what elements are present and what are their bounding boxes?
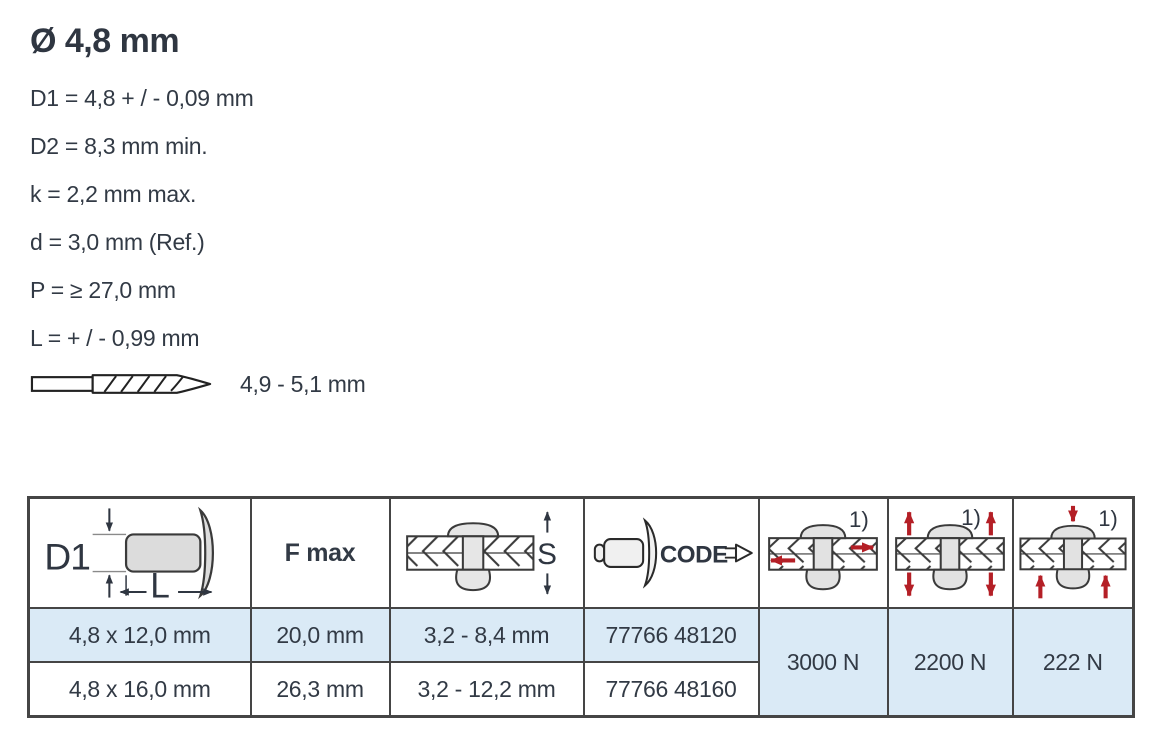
d1-dimension-label: D1: [44, 535, 90, 578]
page-title: Ø 4,8 mm: [30, 22, 180, 60]
cell-code: 77766 48160: [584, 662, 759, 717]
spec-list: [30, 74, 1160, 404]
cell-tensile-strength: 2200 N: [888, 608, 1013, 717]
rivet-dimensions-icon: [35, 501, 245, 605]
cell-head-pull-strength: 222 N: [1013, 608, 1134, 717]
head-pull-load-icon: [1015, 501, 1131, 605]
code-header-label: CODE: [659, 541, 728, 569]
drill-size-value: 4,9 - 5,1 mm: [240, 370, 366, 397]
footnote-marker: 1): [961, 505, 981, 531]
grip-range-icon: [395, 501, 579, 605]
rivet-spec-table: [27, 496, 1135, 718]
col-header-dimensions: [29, 498, 251, 609]
s-grip-label: S: [536, 538, 556, 572]
cell-grip-range: 3,2 - 12,2 mm: [390, 662, 584, 717]
footnote-marker: 1): [1098, 505, 1118, 531]
spec-line-l: L = + / - 0,99 mm: [30, 324, 200, 351]
col-header-code: [584, 498, 759, 609]
cell-dimensions: 4,8 x 16,0 mm: [29, 662, 251, 717]
tensile-load-icon: [890, 501, 1010, 605]
table-header-row: [29, 498, 1134, 609]
table-row: [29, 608, 1134, 662]
cell-grip-range: 3,2 - 8,4 mm: [390, 608, 584, 662]
col-header-shear-strength: [759, 498, 888, 609]
spec-line-p: P = ≥ 27,0 mm: [30, 276, 176, 303]
spec-line-k: k = 2,2 mm max.: [30, 180, 197, 207]
l-dimension-label: L: [149, 566, 169, 605]
drill-bit-icon: [30, 367, 216, 401]
cell-dimensions: 4,8 x 12,0 mm: [29, 608, 251, 662]
cell-fmax: 20,0 mm: [251, 608, 390, 662]
cell-fmax: 26,3 mm: [251, 662, 390, 717]
drill-size-row: [30, 364, 1160, 404]
spec-line-d: d = 3,0 mm (Ref.): [30, 228, 205, 255]
col-header-fmax: [251, 498, 390, 609]
col-header-tensile-strength: [888, 498, 1013, 609]
col-header-grip-range: [390, 498, 584, 609]
spec-line-d1: D1 = 4,8 + / - 0,09 mm: [30, 84, 254, 111]
cell-code: 77766 48120: [584, 608, 759, 662]
shear-load-icon: [761, 501, 885, 605]
spec-line-d2: D2 = 8,3 mm min.: [30, 132, 208, 159]
col-header-head-pull-strength: [1013, 498, 1134, 609]
cell-shear-strength: 3000 N: [759, 608, 888, 717]
fmax-header-label: F max: [284, 538, 356, 567]
footnote-marker: 1): [849, 507, 869, 532]
rivet-code-icon: [587, 501, 755, 605]
